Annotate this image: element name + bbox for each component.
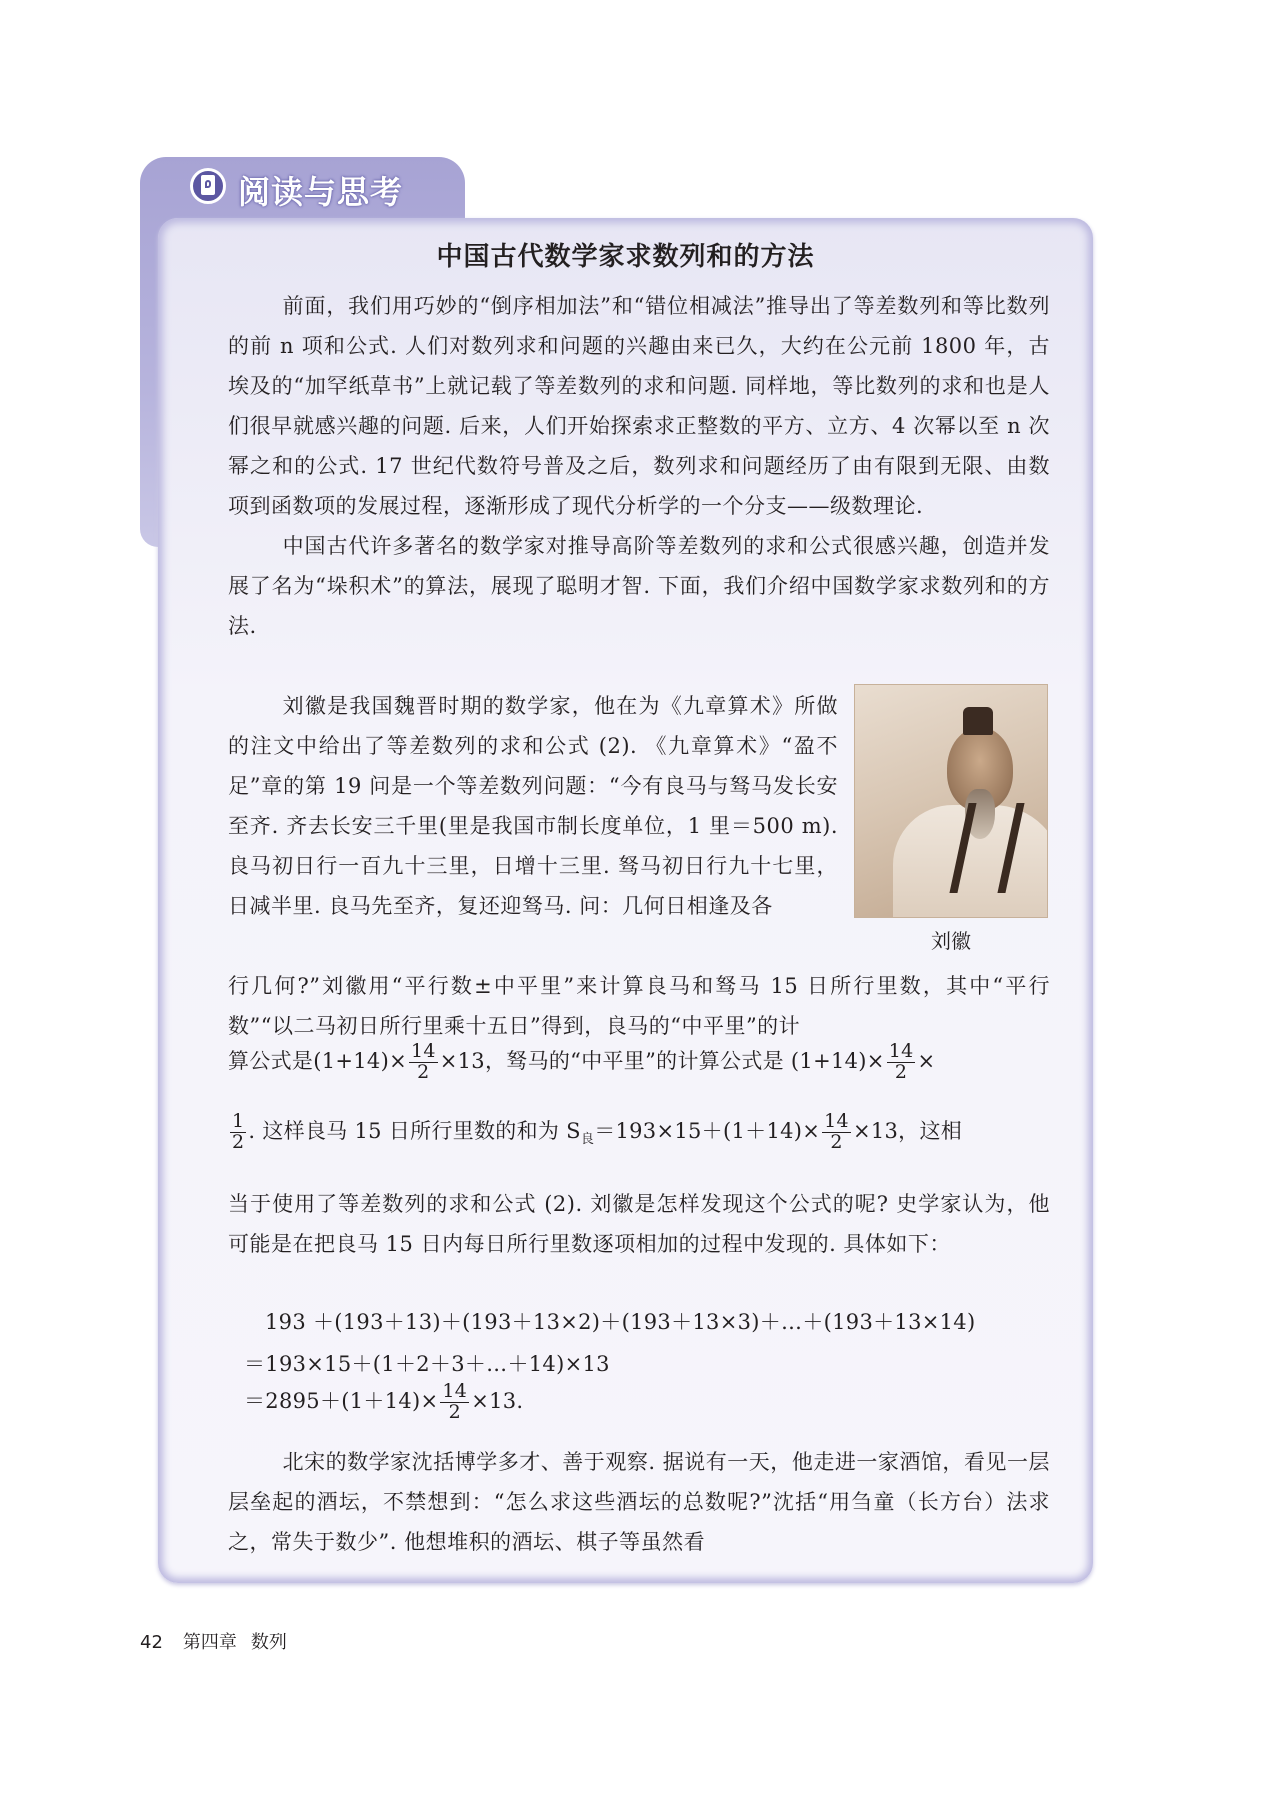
portrait-hat [963,707,993,735]
equation-text: ×13. [471,1388,524,1413]
equation-line-3 [244,1382,523,1423]
fraction-denominator: 2 [894,1060,908,1083]
fraction-denominator: 2 [830,1130,843,1153]
fraction-14-2 [887,1042,916,1083]
fraction-14-2 [822,1112,851,1153]
article-body-middle [228,1184,1050,1264]
equation-line-1: 193 ＋(193＋13)＋(193＋13×2)＋(193＋13×3)＋…＋(193＋13×14) [265,1310,976,1334]
fraction-14-2 [440,1382,469,1423]
fraction-numerator: 1 [232,1110,245,1132]
formula-line-1 [228,1042,935,1083]
page-footer [140,1628,287,1654]
paragraph-3-continued: 行几何?”刘徽用“平行数±中平里”来计算良马和驽马 15 日所行里数，其中“平行数”“以二马初日所行里乘十五日”得到，良马的“中平里”的计 [228,974,1050,1038]
article-body-bottom [228,1442,1050,1562]
formula-line-2 [228,1112,962,1153]
section-label: 数列 [250,1632,287,1653]
fraction-numerator: 14 [410,1040,436,1062]
fraction-numerator: 14 [442,1380,468,1402]
chapter-label: 第四章 [182,1632,237,1653]
formula-text: × [917,1048,936,1073]
paragraph-3-wrapped: 刘徽是我国魏晋时期的数学家，他在为《九章算术》所做的注文中给出了等差数列的求和公式 (2). 《九章算术》“盈不足”章的第 19 问是一个等差数列问题：“今有良马与驽马发长安至齐. 齐去长安三千里(里是我国市制长度单位，1 里＝500 m). 良马初日行一百九十三里，日增十三里. 驽马初日行九十七里，日减半里. 良马先至齐，复还迎驽马. 问：几何日相逢及各 [228,694,838,918]
formula-text: ×13，这相 [852,1118,963,1143]
article-body-continued [228,966,1050,1046]
fraction-1-2 [230,1112,246,1153]
paragraph-4: 当于使用了等差数列的求和公式 (2). 刘徽是怎样发现这个公式的呢? 史学家认为，他可能是在把良马 15 日内每日所行里数逐项相加的过程中发现的. 具体如下： [228,1192,1050,1256]
question-book-icon [190,168,226,204]
fraction-denominator: 2 [232,1130,245,1153]
equation-line-2: ＝193×15＋(1＋2＋3＋…＋14)×13 [244,1352,610,1376]
formula-text: 算公式是(1+14)× [228,1048,407,1073]
formula-text: ×13，驽马的“中平里”的计算公式是 (1+14)× [439,1048,885,1073]
article-title: 中国古代数学家求数列和的方法 [436,242,815,272]
portrait-caption: 刘徽 [931,929,971,953]
fraction-numerator: 14 [824,1110,849,1132]
fraction-14-2 [409,1042,438,1083]
fraction-numerator: 14 [888,1040,914,1062]
formula-text: ＝193×15＋(1＋14)× [594,1118,821,1143]
paragraph-2: 中国古代许多著名的数学家对推导高阶等差数列的求和公式很感兴趣，创造并发展了名为“垛积术”的算法，展现了聪明才智. 下面，我们介绍中国数学家求数列和的方法. [228,534,1050,638]
article-body-top [228,286,1050,646]
equation-text: ＝2895＋(1＋14)× [244,1388,439,1413]
fraction-denominator: 2 [417,1060,430,1083]
article-body-wrap [228,686,838,926]
section-tab-title: 阅读与思考 [238,173,404,211]
page-number: 42 [140,1632,163,1653]
formula-text: . 这样良马 15 日所行里数的和为 S [248,1118,581,1143]
fraction-denominator: 2 [448,1400,461,1423]
liu-hui-portrait [855,685,1047,917]
paragraph-5: 北宋的数学家沈括博学多才、善于观察. 据说有一天，他走进一家酒馆，看见一层层垒起的酒坛，不禁想到：“怎么求这些酒坛的总数呢?”沈括“用刍童（长方台）法求之，常失于数少”. 他想堆积的酒坛、棋子等虽然看 [228,1450,1050,1554]
formula-subscript: 良 [580,1132,595,1148]
paragraph-1: 前面，我们用巧妙的“倒序相加法”和“错位相减法”推导出了等差数列和等比数列的前 n 项和公式. 人们对数列求和问题的兴趣由来已久，大约在公元前 1800 年，古埃及的“加罕纸草书”上就记载了等差数列的求和问题. 同样地，等比数列的求和也是人们很早就感兴趣的问题. 后来，人们开始探索求正整数的平方、立方、4 次幂以至 n 次幂之和的公式. 17 世纪代数符号普及之后，数列求和问题经历了由有限到无限、由数项到函数项的发展过程，逐渐形成了现代分析学的一个分支——级数理论. [228,294,1050,518]
